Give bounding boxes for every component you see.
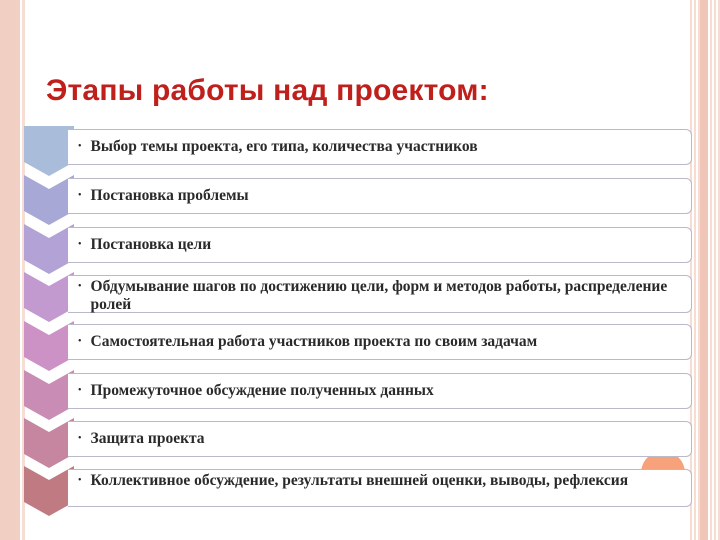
- bullet-icon: •: [78, 433, 82, 444]
- step-text: Выбор темы проекта, его типа, количества участников: [90, 138, 478, 155]
- bullet-icon: •: [78, 385, 82, 396]
- step-box: [68, 178, 692, 214]
- bullet-icon: •: [78, 141, 82, 152]
- chevron-step-icon: [24, 224, 74, 274]
- slide-title: Этапы работы над проектом:: [46, 74, 489, 107]
- step-text: Постановка цели: [90, 236, 212, 253]
- chevron-step-icon: [24, 175, 74, 225]
- step-item: [0, 418, 720, 468]
- chevron-step-icon: [24, 370, 74, 420]
- chevron-step-icon: [24, 466, 74, 516]
- step-item: [0, 272, 720, 322]
- step-item: [0, 126, 720, 176]
- step-item: [0, 466, 720, 516]
- step-text: Защита проекта: [90, 430, 205, 447]
- bullet-icon: •: [78, 190, 82, 201]
- bullet-icon: •: [78, 239, 82, 250]
- step-box: [68, 227, 692, 263]
- step-box: [68, 469, 692, 507]
- step-box: [68, 421, 692, 457]
- chevron-step-icon: [24, 272, 74, 322]
- step-item: [0, 175, 720, 225]
- step-text: Постановка проблемы: [90, 187, 249, 204]
- step-text: Обдумывание шагов по достижению цели, форм и методов работы, распределение ролей: [90, 278, 668, 313]
- step-item: [0, 224, 720, 274]
- bullet-icon: •: [78, 336, 82, 347]
- chevron-step-icon: [24, 418, 74, 468]
- chevron-step-icon: [24, 126, 74, 176]
- bullet-icon: •: [78, 475, 82, 486]
- chevron-step-icon: [24, 321, 74, 371]
- step-box: [68, 275, 692, 313]
- step-item: [0, 370, 720, 420]
- step-text: Самостоятельная работа участников проекта по своим задачам: [90, 333, 538, 350]
- step-box: [68, 129, 692, 165]
- bullet-icon: •: [78, 281, 82, 292]
- step-box: [68, 373, 692, 409]
- step-item: [0, 321, 720, 371]
- step-box: [68, 324, 692, 360]
- step-text: Промежуточное обсуждение полученных данных: [90, 382, 434, 399]
- step-text: Коллективное обсуждение, результаты внешней оценки, выводы, рефлексия: [90, 472, 629, 489]
